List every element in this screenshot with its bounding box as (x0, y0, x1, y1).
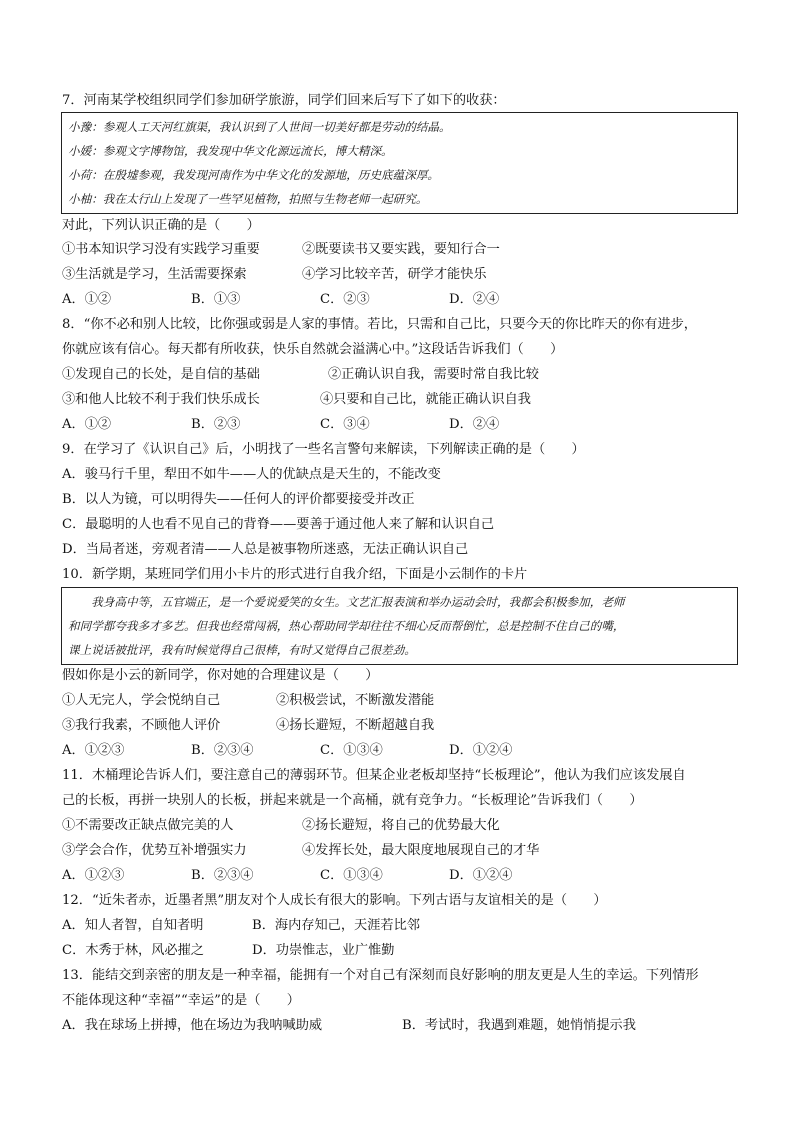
choice-a: A．①②③ (62, 868, 125, 883)
choice-a: A．①② (62, 417, 112, 432)
q7-opt: ③生活就是学习，生活需要探索 (62, 267, 247, 282)
q10-stem: 10．新学期，某班同学们用小卡片的形式进行自我介绍，下面是小云制作的卡片 (62, 567, 528, 582)
choice-c: C．最聪明的人也看不见自己的背脊——要善于通过他人来了解和认识自己 (62, 517, 495, 532)
choice-d: D．①②④ (449, 868, 513, 883)
q7-opt: ④学习比较辛苦，研学才能快乐 (302, 267, 487, 282)
choice-d: D．①②④ (449, 743, 513, 758)
q7-box-line: 小媛：参观文字博物馆，我发现中华文化源远流长，博大精深。 (68, 144, 393, 158)
choice-c: C．②③ (320, 292, 370, 307)
choice-c: C．①③④ (320, 868, 383, 883)
q9-stem: 9．在学习了《认识自己》后，小明找了一些名言警句来解读，下列解读正确的是（ ） (62, 442, 585, 457)
choice-b: B．①③ (191, 292, 241, 307)
choice-d: D．功崇惟志，业广惟勤 (252, 943, 395, 958)
q7-stem: 7．河南某学校组织同学们参加研学旅游，同学们回来后写下了如下的收获： (62, 93, 506, 108)
q10-opt: ①人无完人，学会悦纳自己 (62, 693, 221, 708)
q7-opt: ②既要读书又要实践，要知行合一 (302, 242, 500, 257)
q7-box-line: 小豫：参观人工天河红旗渠，我认识到了人世间一切美好都是劳动的结晶。 (68, 120, 451, 134)
choice-a: A．我在球场上拼搏，他在场边为我呐喊助威 (62, 1018, 323, 1033)
choice-a: A．知人者智，自知者明 (62, 918, 204, 933)
q12-stem: 12．“近朱者赤，近墨者黑”朋友对个人成长有很大的影响。下列古语与友谊相关的是（ ） (62, 893, 607, 908)
choice-c: C．木秀于林，风必摧之 (62, 943, 204, 958)
q10-card-line: 课上说话被批评，我有时候觉得自己很棒，有时又觉得自己很差劲。 (68, 643, 416, 657)
q13-stem: 不能体现这种“幸福”“幸运”的是（ ） (62, 993, 300, 1008)
q8-stem: 你就应该有信心。每天都有所收获，快乐自然就会溢满心中。”这段话告诉我们（ ） (62, 342, 564, 357)
q11-opt: ③学会合作，优势互补增强实力 (62, 843, 247, 858)
choice-b: B．以人为镜，可以明得失——任何人的评价都要接受并改正 (62, 492, 415, 507)
q10-ask: 假如你是小云的新同学，你对她的合理建议是（ ） (62, 668, 379, 683)
q7-ask: 对此，下列认识正确的是（ ） (62, 218, 260, 233)
q10-card-line: 和同学都夸我多才多艺。但我也经常闯祸，热心帮助同学却往往不细心反而帮倒忙，总是控制不住自己的嘴， (68, 619, 625, 633)
choice-c: C．①③④ (320, 743, 383, 758)
q11-stem: 11．木桶理论告诉人们，要注意自己的薄弱环节。但某企业老板却坚持“长板理论”，他认为我们应该发展自 (62, 768, 686, 783)
q11-opt: ②扬长避短，将自己的优势最大化 (302, 818, 500, 833)
q11-stem: 己的长板，再拼一块别人的长板，拼起来就是一个高桶，就有竞争力。“长板理论”告诉我们（ ） (62, 793, 643, 808)
choice-d: D．当局者迷，旁观者清——人总是被事物所迷惑，无法正确认识自己 (62, 542, 469, 557)
q8-stem: 8．“你不必和别人比较，比你强或弱是人家的事情。若比，只需和自己比，只要今天的你比昨天的你有进步， (62, 317, 697, 332)
q10-opt: ④扬长避短，不断超越自我 (276, 718, 435, 733)
q8-opt: ③和他人比较不利于我们快乐成长 (62, 392, 260, 407)
q7-opt: ①书本知识学习没有实践学习重要 (62, 242, 260, 257)
choice-b: B．②③ (191, 417, 241, 432)
q11-opt: ①不需要改正缺点做完美的人 (62, 818, 234, 833)
q8-opt: ②正确认识自我，需要时常自我比较 (328, 367, 539, 382)
choice-d: D．②④ (449, 417, 500, 432)
choice-b: B．②③④ (191, 743, 254, 758)
choice-b: B．考试时，我遇到难题，她悄悄提示我 (402, 1018, 636, 1033)
choice-d: D．②④ (449, 292, 500, 307)
q10-card (61, 587, 738, 665)
choice-c: C．③④ (320, 417, 370, 432)
q11-opt: ④发挥长处，最大限度地展现自己的才华 (302, 843, 540, 858)
choice-a: A．①②③ (62, 743, 125, 758)
q7-box (61, 112, 738, 214)
choice-b: B．②③④ (191, 868, 254, 883)
q10-opt: ③我行我素，不顾他人评价 (62, 718, 221, 733)
q7-box-line: 小荷：在殷墟参观，我发现河南作为中华文化的发源地，历史底蕴深厚。 (68, 168, 440, 182)
choice-a: A．①② (62, 292, 112, 307)
q8-opt: ④只要和自己比，就能正确认识自我 (320, 392, 531, 407)
q7-box-line: 小柚：我在太行山上发现了一些罕见植物，拍照与生物老师一起研究。 (68, 192, 428, 206)
choice-a: A．骏马行千里，犁田不如牛——人的优缺点是天生的，不能改变 (62, 467, 441, 482)
choice-b: B．海内存知己，天涯若比邻 (252, 918, 420, 933)
q10-card-line: 我身高中等，五官端正，是一个爱说爱笑的女生。文艺汇报表演和举办运动会时，我都会积极参加，老师 (68, 595, 625, 609)
q13-stem: 13．能结交到亲密的朋友是一种幸福，能拥有一个对自己有深刻而良好影响的朋友更是人生的幸运。下列情形 (62, 968, 699, 983)
q10-opt: ②积极尝试，不断激发潜能 (276, 693, 435, 708)
q8-opt: ①发现自己的长处，是自信的基础 (62, 367, 260, 382)
